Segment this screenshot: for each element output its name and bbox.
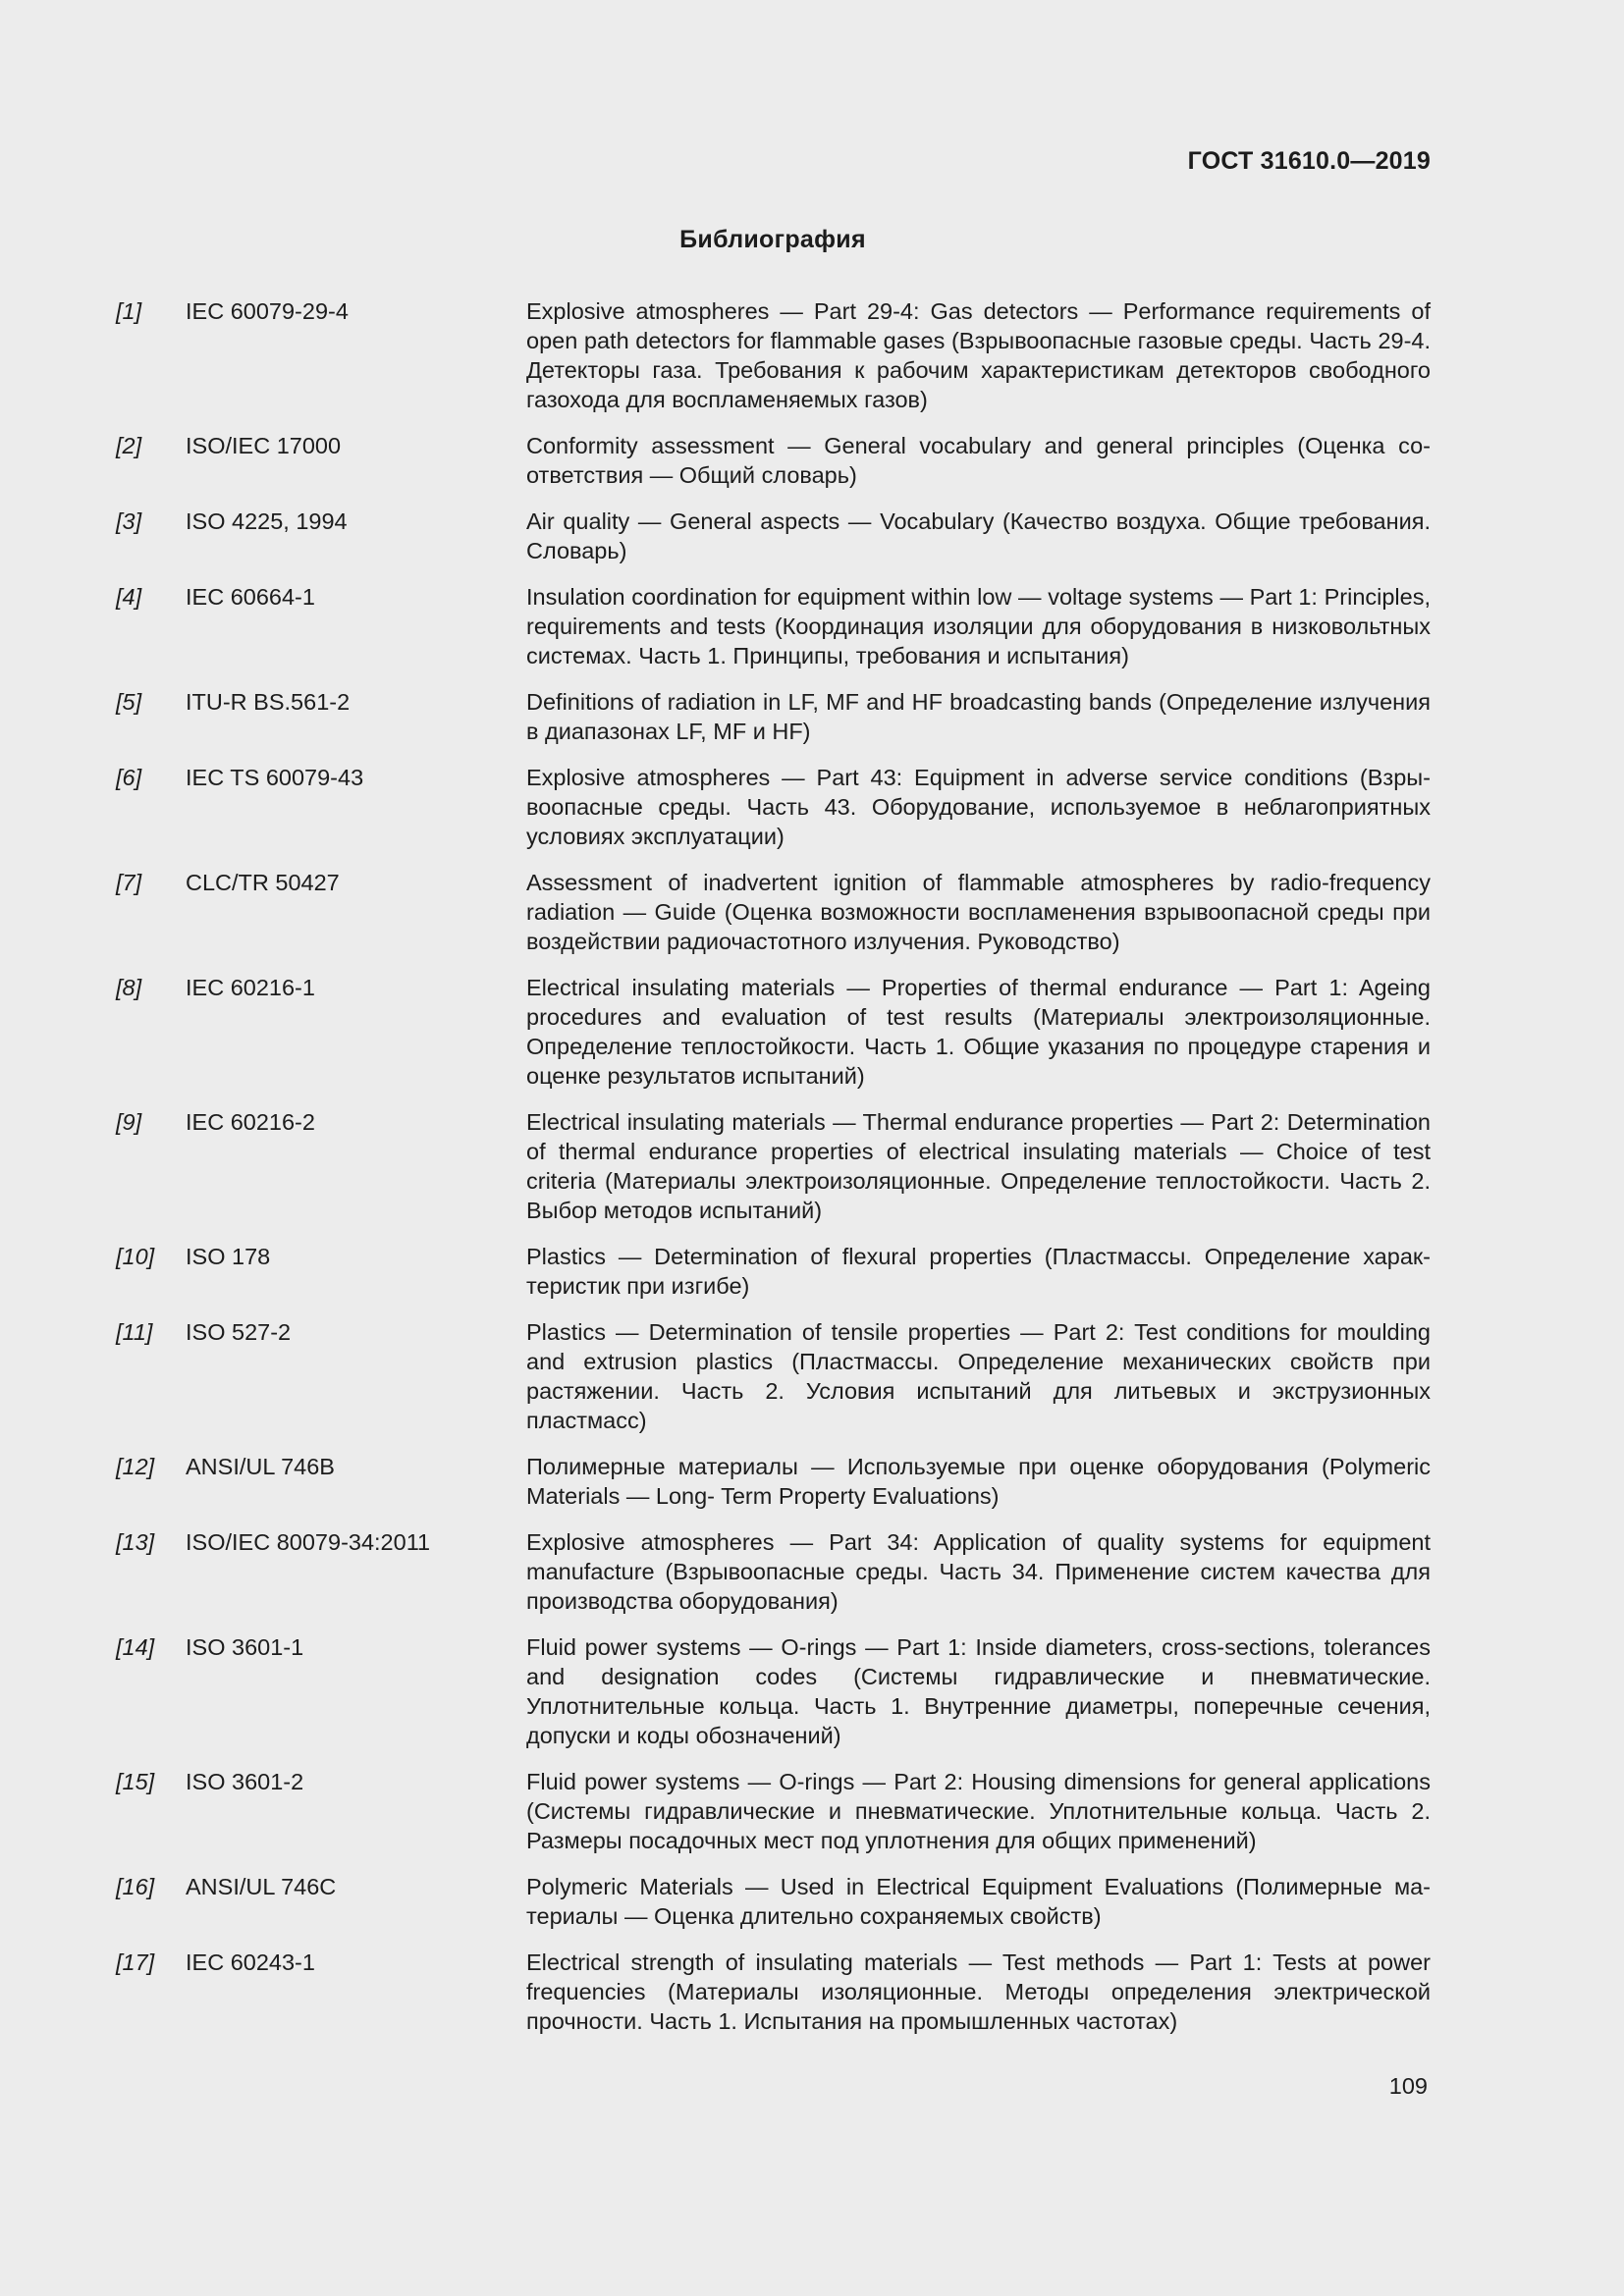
bibliography-entry-number: [13] <box>116 1529 155 1555</box>
bibliography-entry-number: [8] <box>116 975 142 1000</box>
bibliography-entry-number: [4] <box>116 584 142 610</box>
bibliography-entry <box>116 1632 1431 1750</box>
bibliography-entry-number: [12] <box>116 1454 155 1479</box>
bibliography-entry-title: Electrical insulating materials — Properties of thermal endurance — Part 1: Ageing procedures and evaluation of test results (Материалы электроизоляционные. Определение теплостойкости. Часть 1. Общие указания по процедуре старения и оценке результатов испытаний) <box>526 975 1431 1089</box>
bibliography-entry-title: Fluid power systems — O-rings — Part 2: Housing dimensions for general applications (Системы гидравлические и пневматические. Уплотнительные кольца. Часть 2. Размеры посадочных мест под уплотнения для общих применений) <box>526 1769 1431 1853</box>
bibliography-entry-number: [17] <box>116 1949 155 1975</box>
bibliography-entry-number: [11] <box>116 1319 153 1345</box>
bibliography-entry-code: CLC/TR 50427 <box>186 870 340 895</box>
bibliography-entry-title: Air quality — General aspects — Vocabulary (Качество воздуха. Общие требования. Словарь) <box>526 508 1431 563</box>
bibliography-entry-number: [14] <box>116 1634 155 1660</box>
bibliography-entry-code: IEC 60243-1 <box>186 1949 315 1975</box>
bibliography-entry <box>116 1107 1431 1225</box>
bibliography-entry-code: IEC 60664-1 <box>186 584 315 610</box>
bibliography-entry-code: ISO 3601-1 <box>186 1634 304 1660</box>
bibliography-entry-title: Polymeric Materials — Used in Electrical Equipment Evaluations (Полимерные материалы — Оценка длительно сохраняемых свойств) <box>526 1874 1431 1929</box>
bibliography-entry-title: Explosive atmospheres — Part 34: Application of quality systems for equipment manufacture (Взрывоопасные среды. Часть 34. Применение систем качества для производства оборудования) <box>526 1529 1431 1614</box>
bibliography-entry <box>116 1767 1431 1855</box>
bibliography-entry-code: IEC 60079-29-4 <box>186 298 349 324</box>
bibliography-entry-code: ITU-R BS.561-2 <box>186 689 351 715</box>
bibliography-entry-number: [10] <box>116 1244 155 1269</box>
bibliography-entry-title: Conformity assessment — General vocabulary and general principles (Оценка соответствия — Общий словарь) <box>526 433 1431 488</box>
bibliography-entry-title: Electrical insulating materials — Thermal endurance properties — Part 2: Determination of thermal endurance properties of electrical insulating materials — Choice of test criteria (Материалы электроизоляционные. Определение теплостойкости. Часть 2. Выбор методов испытаний) <box>526 1109 1431 1223</box>
bibliography-entry-number: [16] <box>116 1874 155 1899</box>
bibliography-entry-title: Полимерные материалы — Используемые при оценке оборудования (Polymeric Materials — Long- Term Property Evaluations) <box>526 1454 1431 1509</box>
bibliography-entry-code: ISO 527-2 <box>186 1319 292 1345</box>
bibliography-entry-number: [2] <box>116 433 142 458</box>
bibliography-list <box>116 296 1431 2053</box>
bibliography-entry-code: ISO/IEC 80079-34:2011 <box>186 1529 431 1555</box>
bibliography-entry-title: Plastics — Determination of flexural properties (Пластмассы. Определение характеристик при изгибе) <box>526 1244 1431 1299</box>
bibliography-entry-code: IEC TS 60079-43 <box>186 765 364 790</box>
bibliography-entry <box>116 763 1431 851</box>
bibliography-entry-title: Definitions of radiation in LF, MF and HF broadcasting bands (Определение излучения в диапазонах LF, MF и HF) <box>526 689 1431 744</box>
bibliography-entry-code: ISO 178 <box>186 1244 271 1269</box>
bibliography-entry <box>116 1452 1431 1511</box>
bibliography-entry-title: Assessment of inadvertent ignition of flammable atmospheres by radio-frequency radiation — Guide (Оценка возможности воспламенения взрывоопасной среды при воздействии радиочастотного излучения. Руководство) <box>526 870 1431 954</box>
bibliography-entry-code: ISO 4225, 1994 <box>186 508 348 534</box>
bibliography-entry-title: Insulation coordination for equipment within low — voltage systems — Part 1: Principles, requirements and tests (Координация изоляции для оборудования в низковольтных системах. Часть 1. Принципы, требования и испытания) <box>526 584 1431 668</box>
bibliography-entry-number: [1] <box>116 298 142 324</box>
bibliography-entry-title: Explosive atmospheres — Part 43: Equipment in adverse service conditions (Взрывоопасные среды. Часть 43. Оборудование, используемое в неблагоприятных условиях эксплуатации) <box>526 765 1431 849</box>
bibliography-entry <box>116 582 1431 670</box>
bibliography-entry <box>116 296 1431 414</box>
bibliography-entry-number: [9] <box>116 1109 142 1135</box>
bibliography-entry <box>116 1317 1431 1435</box>
bibliography-entry-code: IEC 60216-2 <box>186 1109 315 1135</box>
bibliography-entry-code: ISO 3601-2 <box>186 1769 304 1794</box>
bibliography-entry-number: [6] <box>116 765 142 790</box>
bibliography-entry <box>116 1872 1431 1931</box>
bibliography-entry <box>116 973 1431 1091</box>
bibliography-entry <box>116 868 1431 956</box>
bibliography-entry <box>116 507 1431 565</box>
bibliography-entry <box>116 687 1431 746</box>
document-header-code: ГОСТ 31610.0—2019 <box>1187 147 1431 175</box>
section-title: Библиография <box>679 226 866 253</box>
bibliography-entry-title: Plastics — Determination of tensile properties — Part 2: Test conditions for moulding and extrusion plastics (Пластмассы. Определение механических свойств при растяжении. Часть 2. Условия испытаний для литьевых и экструзионных пластмасс) <box>526 1319 1431 1433</box>
bibliography-entry-title: Explosive atmospheres — Part 29-4: Gas detectors — Performance requirements of open path detectors for flammable gases (Взрывоопасные газовые среды. Часть 29-4. Детекторы газа. Требования к рабочим характеристикам детекторов свободного газохода для воспламеняемых газов) <box>526 298 1431 412</box>
bibliography-entry-number: [3] <box>116 508 142 534</box>
bibliography-entry-number: [5] <box>116 689 142 715</box>
bibliography-entry-number: [7] <box>116 870 142 895</box>
bibliography-entry-title: Fluid power systems — O-rings — Part 1: Inside diameters, cross-sections, tolerances and designation codes (Системы гидравлические и пневматические. Уплотнительные кольца. Часть 1. Внутренние диаметры, поперечные сечения, допуски и коды обозначений) <box>526 1634 1431 1748</box>
bibliography-entry <box>116 1948 1431 2036</box>
bibliography-entry-code: ANSI/UL 746C <box>186 1874 337 1899</box>
bibliography-entry <box>116 431 1431 490</box>
page-number: 109 <box>1388 2073 1428 2099</box>
bibliography-entry-code: ISO/IEC 17000 <box>186 433 342 458</box>
bibliography-entry <box>116 1527 1431 1616</box>
bibliography-entry-title: Electrical strength of insulating materials — Test methods — Part 1: Tests at power frequencies (Материалы изоляционные. Методы определения электрической прочности. Часть 1. Испытания на промышленных частотах) <box>526 1949 1431 2034</box>
bibliography-entry <box>116 1242 1431 1301</box>
bibliography-entry-code: IEC 60216-1 <box>186 975 315 1000</box>
bibliography-entry-number: [15] <box>116 1769 155 1794</box>
bibliography-entry-code: ANSI/UL 746B <box>186 1454 335 1479</box>
